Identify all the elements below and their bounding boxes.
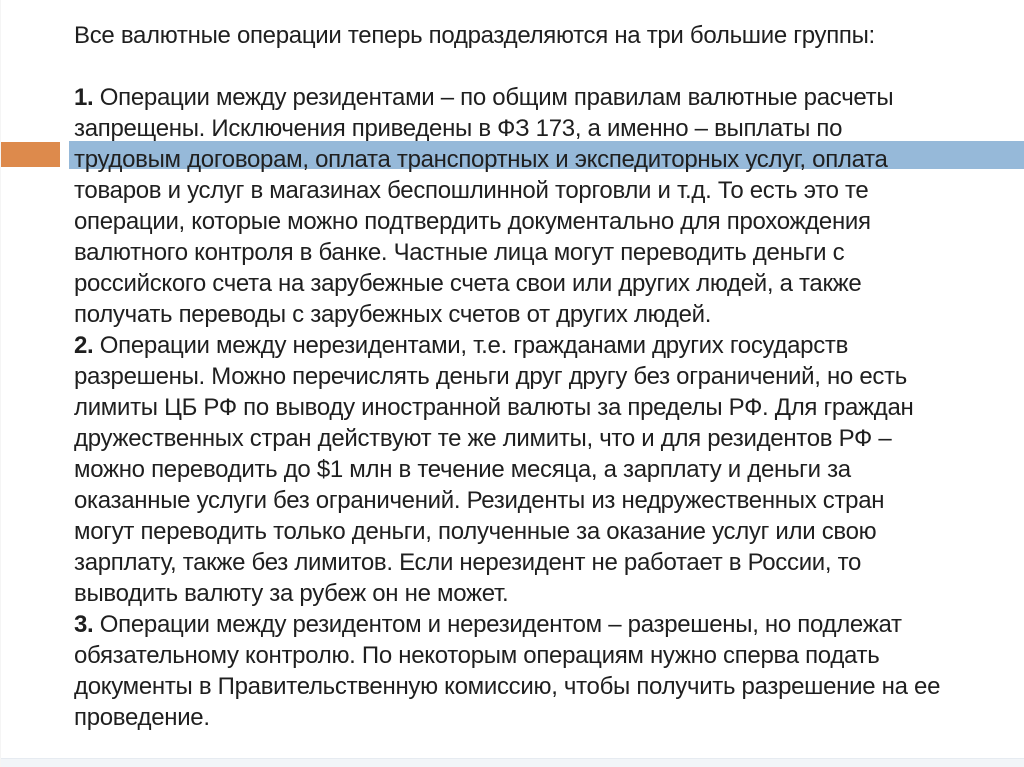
text-line: 3. Операции между резидентом и нерезидентом – разрешены, но подлежат xyxy=(74,611,902,638)
text-line: обязательному контролю. По некоторым операциям нужно сперва подать xyxy=(74,642,880,669)
text-line: разрешены. Можно перечислять деньги друг другу без ограничений, но есть xyxy=(74,363,907,390)
text-line: выводить валюту за рубеж он не может. xyxy=(74,580,509,607)
text-line: 1. Операции между резидентами – по общим правилам валютные расчеты xyxy=(74,84,894,111)
bottom-border-line xyxy=(1,758,1024,767)
text-line: российского счета на зарубежные счета свои или других людей, а также xyxy=(74,270,862,297)
list-number: 3. xyxy=(74,611,94,638)
text-line: могут переводить только деньги, полученные за оказание услуг или свою xyxy=(74,518,877,545)
highlighted-text-line: трудовым договорам, оплата транспортных и экспедиторных услуг, оплата xyxy=(74,146,888,173)
text-line: запрещены. Исключения приведены в ФЗ 173, а именно – выплаты по xyxy=(74,115,843,142)
text-line: проведение. xyxy=(74,704,210,731)
text-line: оказанные услуги без ограничений. Резиденты из недружественных стран xyxy=(74,487,885,514)
orange-accent-block xyxy=(1,142,60,167)
list-number: 1. xyxy=(74,84,94,111)
slide-text-block xyxy=(74,20,994,733)
text-line: зарплату, также без лимитов. Если нерезидент не работает в России, то xyxy=(74,549,862,576)
text-line: валютного контроля в банке. Частные лица могут переводить деньги с xyxy=(74,239,845,266)
text-line: дружественных стран действуют те же лимиты, что и для резидентов РФ – xyxy=(74,425,892,452)
text-line: можно переводить до $1 млн в течение месяца, а зарплату и деньги за xyxy=(74,456,851,483)
text-line: 2. Операции между нерезидентами, т.е. гражданами других государств xyxy=(74,332,849,359)
text-line: операции, которые можно подтвердить документально для прохождения xyxy=(74,208,871,235)
text-line xyxy=(74,51,994,82)
text-line: товаров и услуг в магазинах беспошлинной торговли и т.д. То есть это те xyxy=(74,177,869,204)
text-line: документы в Правительственную комиссию, чтобы получить разрешение на ее xyxy=(74,673,941,700)
slide-title-line: Все валютные операции теперь подразделяются на три большие группы: xyxy=(74,22,875,49)
text-line: лимиты ЦБ РФ по выводу иностранной валюты за пределы РФ. Для граждан xyxy=(74,394,914,421)
text-line: получать переводы с зарубежных счетов от других людей. xyxy=(74,301,712,328)
list-number: 2. xyxy=(74,332,94,359)
